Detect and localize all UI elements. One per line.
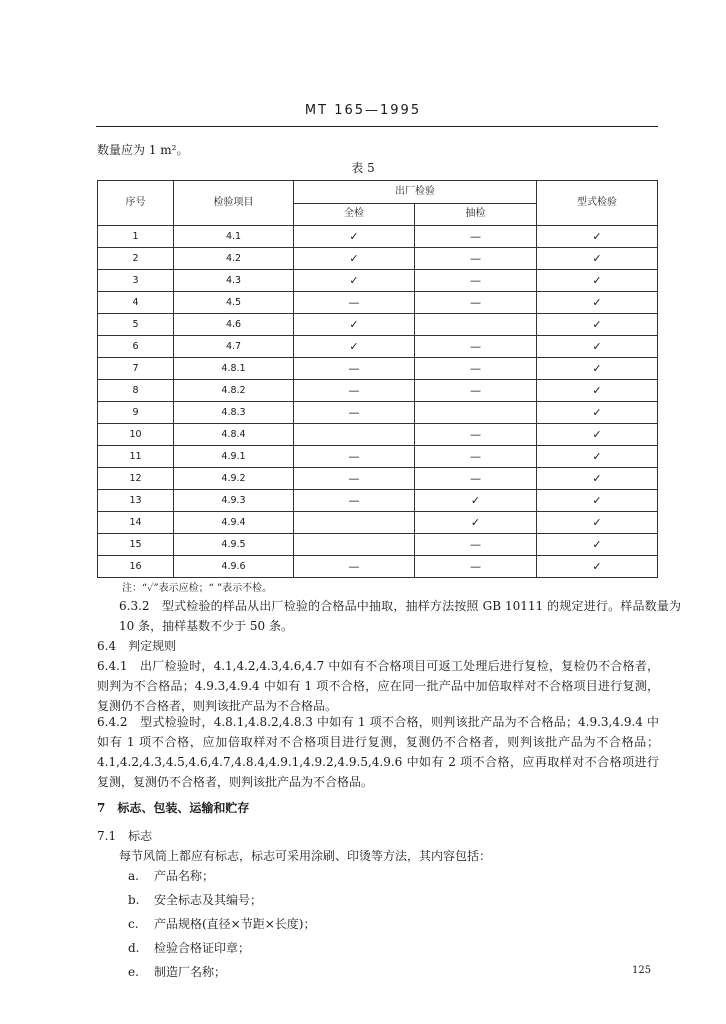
list-item [128, 912, 315, 936]
marking-list [128, 864, 315, 984]
table-title: 表 5 [351, 161, 375, 175]
cell-item: 4.9.3 [174, 490, 294, 512]
table-row [98, 336, 658, 358]
table-row [98, 556, 658, 578]
cell-type-inspection: ✓ [537, 556, 658, 578]
table-row [98, 270, 658, 292]
cell-seq: 3 [98, 270, 174, 292]
table-row [98, 292, 658, 314]
col-header-full: 全检 [294, 203, 415, 226]
cell-sample-inspection: — [415, 446, 537, 468]
cell-type-inspection: ✓ [537, 380, 658, 402]
cell-item: 4.1 [174, 226, 294, 248]
table-row [98, 380, 658, 402]
cell-seq: 4 [98, 292, 174, 314]
table-row [98, 424, 658, 446]
table-row [98, 402, 658, 424]
cell-seq: 10 [98, 424, 174, 446]
table-row [98, 468, 658, 490]
cell-full-inspection: — [294, 446, 415, 468]
cell-item: 4.8.3 [174, 402, 294, 424]
cell-item: 4.2 [174, 248, 294, 270]
cell-type-inspection: ✓ [537, 248, 658, 270]
list-item [128, 864, 315, 888]
cell-full-inspection [294, 534, 415, 556]
table-row [98, 314, 658, 336]
cell-full-inspection: ✓ [294, 314, 415, 336]
cell-item: 4.8.2 [174, 380, 294, 402]
cell-seq: 7 [98, 358, 174, 380]
cell-full-inspection [294, 424, 415, 446]
cell-seq: 2 [98, 248, 174, 270]
cell-sample-inspection: — [415, 358, 537, 380]
cell-full-inspection: — [294, 490, 415, 512]
section-6-3-2: 6.3.2 型式检验的样品从出厂检验的合格品中抽取，抽样方法按照 GB 10111 的规定进行。样品数量为 10 条，抽样基数不少于 50 条。 [119, 599, 681, 633]
col-header-item: 检验项目 [174, 181, 294, 226]
cell-sample-inspection: ✓ [415, 490, 537, 512]
cell-item: 4.8.1 [174, 358, 294, 380]
list-item-text: 产品名称； [154, 869, 215, 883]
cell-full-inspection: — [294, 468, 415, 490]
cell-item: 4.7 [174, 336, 294, 358]
table-note: 注：“✓”表示应检；“ ”表示不检。 [122, 583, 273, 594]
table-row [98, 490, 658, 512]
cell-sample-inspection [415, 402, 537, 424]
cell-seq: 5 [98, 314, 174, 336]
col-header-factory: 出厂检验 [294, 181, 537, 204]
cell-seq: 12 [98, 468, 174, 490]
table-row [98, 512, 658, 534]
cell-sample-inspection: — [415, 468, 537, 490]
cell-full-inspection: — [294, 380, 415, 402]
cell-seq: 13 [98, 490, 174, 512]
cell-type-inspection: ✓ [537, 270, 658, 292]
list-item-text: 制造厂名称； [154, 965, 227, 979]
list-item-label: a. [128, 869, 139, 883]
cell-sample-inspection: — [415, 248, 537, 270]
section-6-4-2: 6.4.2 型式检验时，4.8.1,4.8.2,4.8.3 中如有 1 项不合格，则判该批产品为不合格品；4.9.3,4.9.4 中如有 1 项不合格，应加倍取样对不合格项目进行复测，复测仍不合格者，则判该批产品为不合格品；4.1,4.2,4.3,4.5,4.6,4.7,4.8.4,4.9.1,4.9.2,4.9.5,4.9.6 中如有 2 项不合格，应再取样对不合格项进行复测，复测仍不合格者，则判该批产品为不合格品。 [97, 715, 659, 789]
cell-seq: 16 [98, 556, 174, 578]
cell-type-inspection: ✓ [537, 314, 658, 336]
intro-line: 数量应为 1 m²。 [97, 143, 189, 157]
cell-type-inspection: ✓ [537, 226, 658, 248]
cell-full-inspection: ✓ [294, 248, 415, 270]
list-item-label: c. [128, 917, 139, 931]
cell-sample-inspection [415, 314, 537, 336]
cell-item: 4.9.2 [174, 468, 294, 490]
cell-full-inspection: ✓ [294, 226, 415, 248]
cell-sample-inspection: — [415, 336, 537, 358]
cell-sample-inspection: — [415, 270, 537, 292]
list-item [128, 936, 315, 960]
cell-seq: 6 [98, 336, 174, 358]
list-item-label: e. [128, 965, 139, 979]
cell-seq: 15 [98, 534, 174, 556]
list-item-text: 产品规格(直径×节距×长度)； [154, 917, 316, 931]
cell-full-inspection [294, 512, 415, 534]
cell-item: 4.9.5 [174, 534, 294, 556]
table-row [98, 446, 658, 468]
cell-full-inspection: — [294, 292, 415, 314]
cell-type-inspection: ✓ [537, 490, 658, 512]
section-6-4-heading: 6.4 判定规则 [97, 639, 177, 653]
cell-type-inspection: ✓ [537, 468, 658, 490]
cell-sample-inspection: ✓ [415, 512, 537, 534]
cell-full-inspection: — [294, 402, 415, 424]
list-item-label: b. [128, 893, 140, 907]
cell-item: 4.3 [174, 270, 294, 292]
cell-type-inspection: ✓ [537, 336, 658, 358]
cell-seq: 14 [98, 512, 174, 534]
header-rule [96, 126, 658, 127]
cell-seq: 8 [98, 380, 174, 402]
cell-item: 4.9.4 [174, 512, 294, 534]
list-item-text: 安全标志及其编号； [154, 893, 263, 907]
list-item [128, 960, 315, 984]
cell-type-inspection: ✓ [537, 512, 658, 534]
cell-item: 4.5 [174, 292, 294, 314]
table-row [98, 248, 658, 270]
table-row [98, 226, 658, 248]
cell-seq: 9 [98, 402, 174, 424]
cell-type-inspection: ✓ [537, 402, 658, 424]
cell-item: 4.9.6 [174, 556, 294, 578]
list-item [128, 888, 315, 912]
cell-type-inspection: ✓ [537, 358, 658, 380]
page-number: 125 [632, 965, 652, 976]
cell-sample-inspection: — [415, 424, 537, 446]
table-row [98, 358, 658, 380]
col-header-type: 型式检验 [537, 181, 658, 226]
section-7-1-heading: 7.1 标志 [97, 829, 153, 843]
table-row [98, 534, 658, 556]
cell-item: 4.8.4 [174, 424, 294, 446]
cell-sample-inspection: — [415, 226, 537, 248]
cell-type-inspection: ✓ [537, 424, 658, 446]
col-header-seq: 序号 [98, 181, 174, 226]
inspection-table [97, 180, 658, 578]
cell-full-inspection: ✓ [294, 336, 415, 358]
list-item-label: d. [128, 941, 140, 955]
section-7-1-body: 每节风筒上都应有标志，标志可采用涂刷、印烫等方法，其内容包括： [119, 849, 492, 863]
cell-type-inspection: ✓ [537, 292, 658, 314]
cell-sample-inspection: — [415, 292, 537, 314]
cell-type-inspection: ✓ [537, 446, 658, 468]
cell-sample-inspection: — [415, 556, 537, 578]
cell-full-inspection: — [294, 556, 415, 578]
cell-seq: 1 [98, 226, 174, 248]
list-item-text: 检验合格证印章； [154, 941, 251, 955]
col-header-sample: 抽检 [415, 203, 537, 226]
cell-item: 4.9.1 [174, 446, 294, 468]
cell-full-inspection: — [294, 358, 415, 380]
cell-item: 4.6 [174, 314, 294, 336]
cell-sample-inspection: — [415, 534, 537, 556]
cell-full-inspection: ✓ [294, 270, 415, 292]
cell-seq: 11 [98, 446, 174, 468]
cell-type-inspection: ✓ [537, 534, 658, 556]
cell-sample-inspection: — [415, 380, 537, 402]
standard-code-header: MT 165—1995 [304, 103, 422, 118]
section-6-4-1: 6.4.1 出厂检验时，4.1,4.2,4.3,4.6,4.7 中如有不合格项目可返工处理后进行复检，复检仍不合格者，则判为不合格品；4.9.3,4.9.4 中如有 1 项不合格，应在同一批产品中加倍取样对不合格项目进行复测，复测仍不合格者，则判该批产品为不合格品。 [97, 659, 659, 713]
section-7-heading: 7 标志、包装、运输和贮存 [97, 801, 250, 815]
